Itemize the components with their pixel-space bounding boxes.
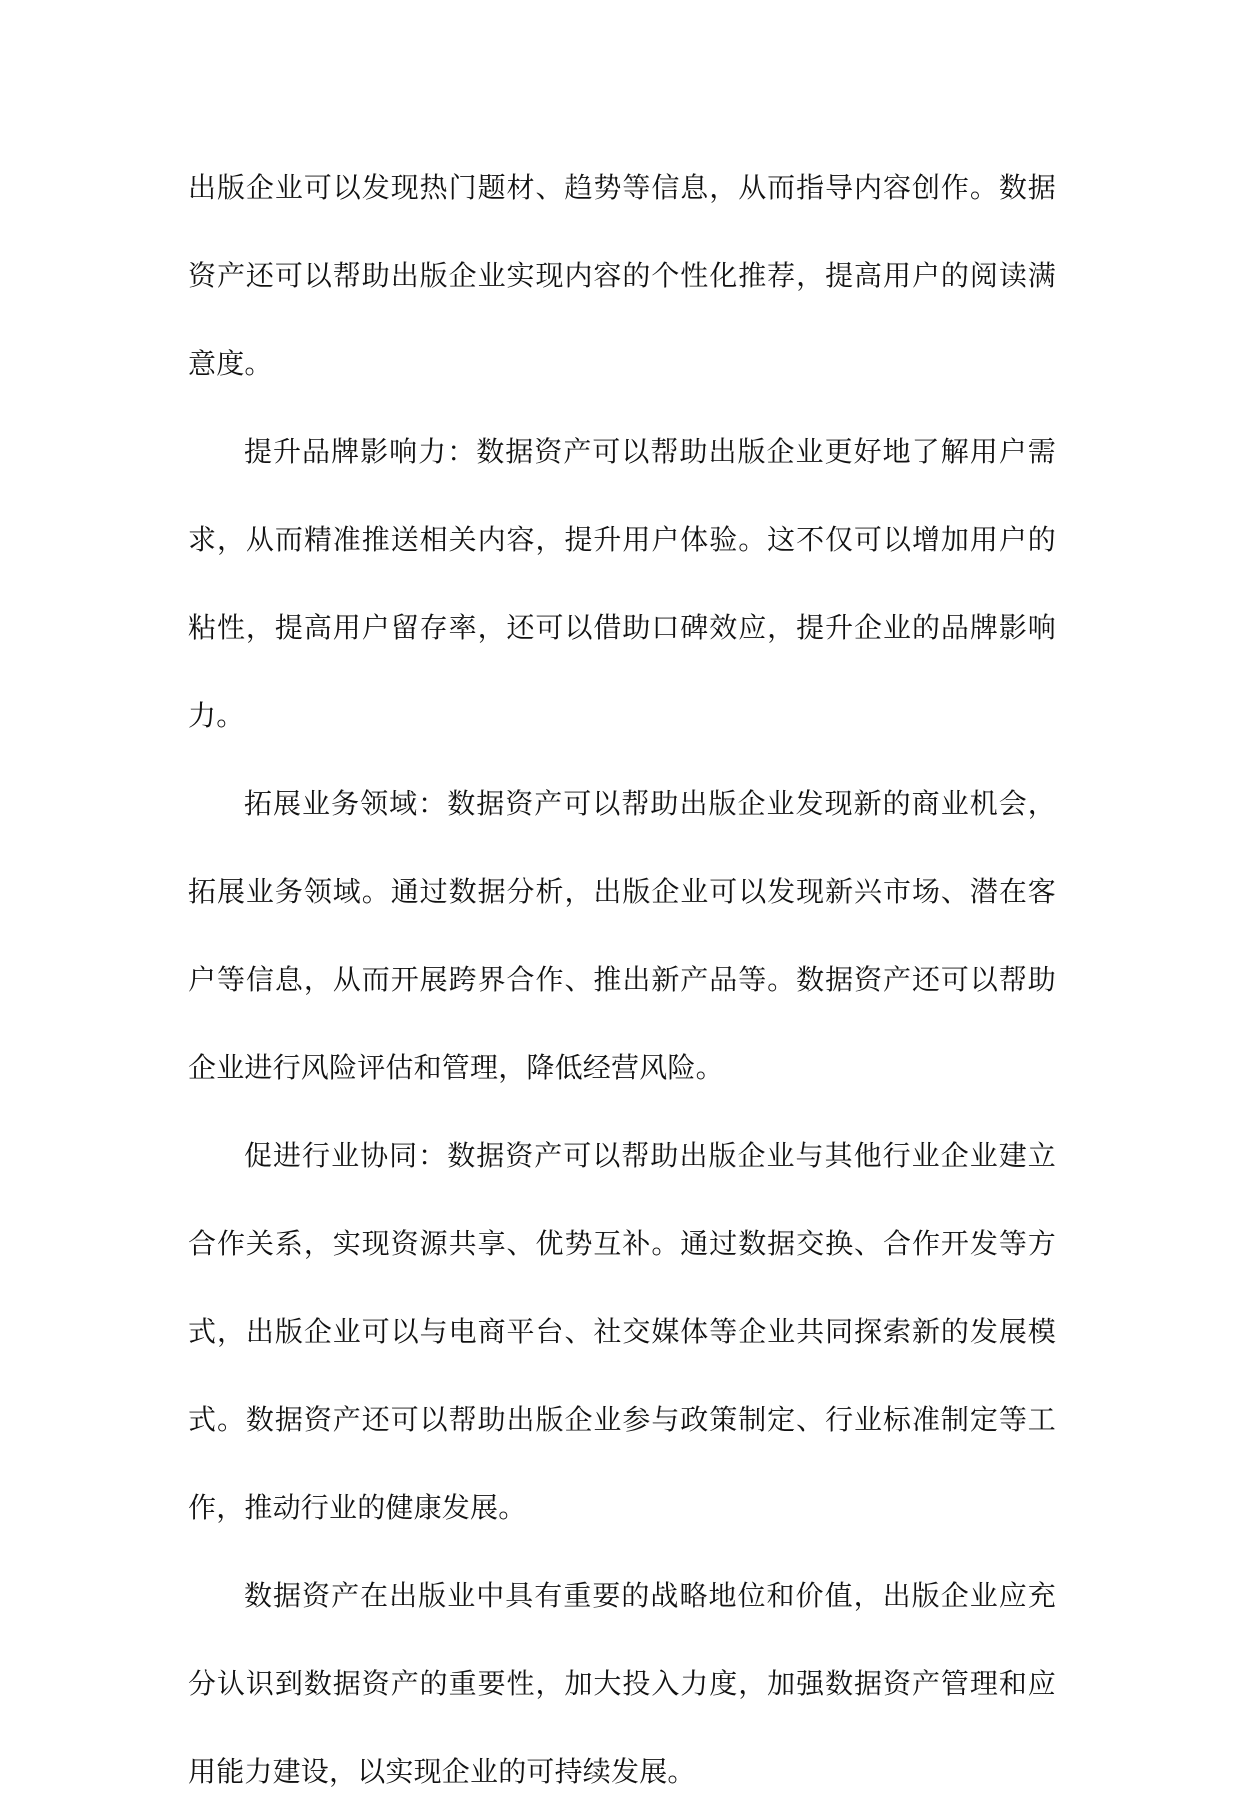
paragraph-content-creation: 出版企业可以发现热门题材、趋势等信息，从而指导内容创作。数据资产还可以帮助出版企业实现内容的个性化推荐，提高用户的阅读满意度。 bbox=[188, 171, 1056, 380]
paragraph-brand-influence: 提升品牌影响力：数据资产可以帮助出版企业更好地了解用户需求，从而精准推送相关内容，提升用户体验。这不仅可以增加用户的粘性，提高用户留存率，还可以借助口碑效应，提升企业的品牌影响力。 bbox=[188, 435, 1056, 732]
paragraph-conclusion: 数据资产在出版业中具有重要的战略地位和价值，出版企业应充分认识到数据资产的重要性，加大投入力度，加强数据资产管理和应用能力建设，以实现企业的可持续发展。 bbox=[188, 1579, 1056, 1788]
paragraph-industry-collaboration: 促进行业协同：数据资产可以帮助出版企业与其他行业企业建立合作关系，实现资源共享、优势互补。通过数据交换、合作开发等方式，出版企业可以与电商平台、社交媒体等企业共同探索新的发展模式。数据资产还可以帮助出版企业参与政策制定、行业标准制定等工作，推动行业的健康发展。 bbox=[188, 1139, 1056, 1524]
paragraph-business-expansion: 拓展业务领域：数据资产可以帮助出版企业发现新的商业机会，拓展业务领域。通过数据分析，出版企业可以发现新兴市场、潜在客户等信息，从而开展跨界合作、推出新产品等。数据资产还可以帮助企业进行风险评估和管理，降低经营风险。 bbox=[188, 787, 1056, 1084]
document-body bbox=[188, 144, 1056, 1816]
